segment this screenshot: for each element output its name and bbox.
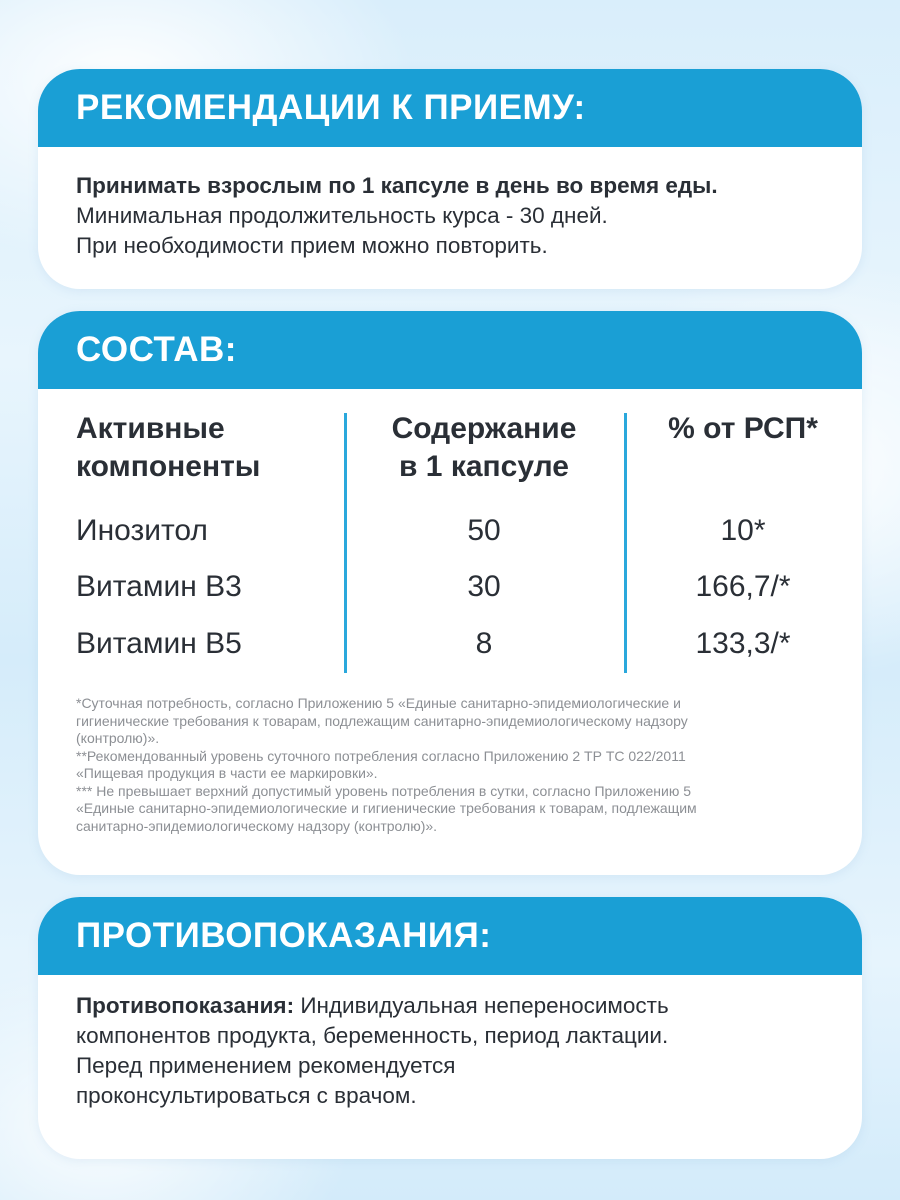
composition-header <box>38 311 862 389</box>
row-amount: 50 <box>467 514 501 547</box>
row-name: Инозитол <box>76 514 208 547</box>
contraindications-line-4: проконсультироваться с врачом. <box>76 1083 417 1108</box>
footnote-line: *Суточная потребность, согласно Приложению 5 «Единые санитарно-эпидемиологические и <box>76 695 681 711</box>
composition-title: СОСТАВ: <box>76 330 237 369</box>
row-amount: 8 <box>475 627 493 660</box>
row-amount: 30 <box>467 570 501 603</box>
header-content: Содержание в 1 капсуле <box>391 412 577 483</box>
contraindications-title: ПРОТИВОПОКАЗАНИЯ: <box>76 916 492 955</box>
footnote-line: «Пищевая продукция в части ее маркировки». <box>76 765 378 781</box>
row-rsp: 166,7/* <box>695 570 791 603</box>
footnote-line: «Единые санитарно-эпидемиологические и гигиенические требования к товарам, подлежащим <box>76 800 697 816</box>
header-rsp: % от РСП* <box>668 412 818 445</box>
composition-card <box>38 311 862 875</box>
footnote-line: санитарно-эпидемиологическому надзору (контролю)». <box>76 817 438 834</box>
footnote-line: *** Не превышает верхний допустимый уровень потребления в сутки, согласно Приложению 5 <box>76 782 692 799</box>
dosage-card <box>38 69 862 289</box>
dosage-line-1: Принимать взрослым по 1 капсуле в день во время еды. <box>76 173 718 198</box>
footnote-line: гигиенические требования к товарам, подлежащим санитарно-эпидемиологическому надзору <box>76 712 688 729</box>
dosage-header <box>38 69 862 147</box>
footnote-line: **Рекомендованный уровень суточного потребления согласно Приложению 2 ТР ТС 022/2011 <box>76 747 686 764</box>
footnotes <box>76 695 836 835</box>
contraindications-line-2: компонентов продукта, беременность, период лактации. <box>76 1023 669 1048</box>
row-name: Витамин В3 <box>76 570 242 603</box>
header-components: Активные компоненты <box>76 412 261 483</box>
row-rsp: 10* <box>720 514 766 547</box>
dosage-line-3: При необходимости прием можно повторить. <box>76 233 548 258</box>
row-name: Витамин В5 <box>76 627 242 660</box>
row-rsp: 133,3/* <box>695 627 791 660</box>
contraindications-text <box>38 975 862 1111</box>
contraindications-line-3: Перед применением рекомендуется <box>76 1053 456 1078</box>
dosage-title: РЕКОМЕНДАЦИИ К ПРИЕМУ: <box>76 88 586 127</box>
dosage-text <box>38 147 862 261</box>
contraindications-card <box>38 897 862 1159</box>
contraindications-label: Противопоказания: <box>76 993 295 1018</box>
contraindications-header <box>38 897 862 975</box>
dosage-line-2: Минимальная продолжительность курса - 30 дней. <box>76 203 608 228</box>
contraindications-line-1: Противопоказания: Индивидуальная непереносимость <box>76 993 669 1018</box>
footnote-line: (контролю)». <box>76 730 160 746</box>
